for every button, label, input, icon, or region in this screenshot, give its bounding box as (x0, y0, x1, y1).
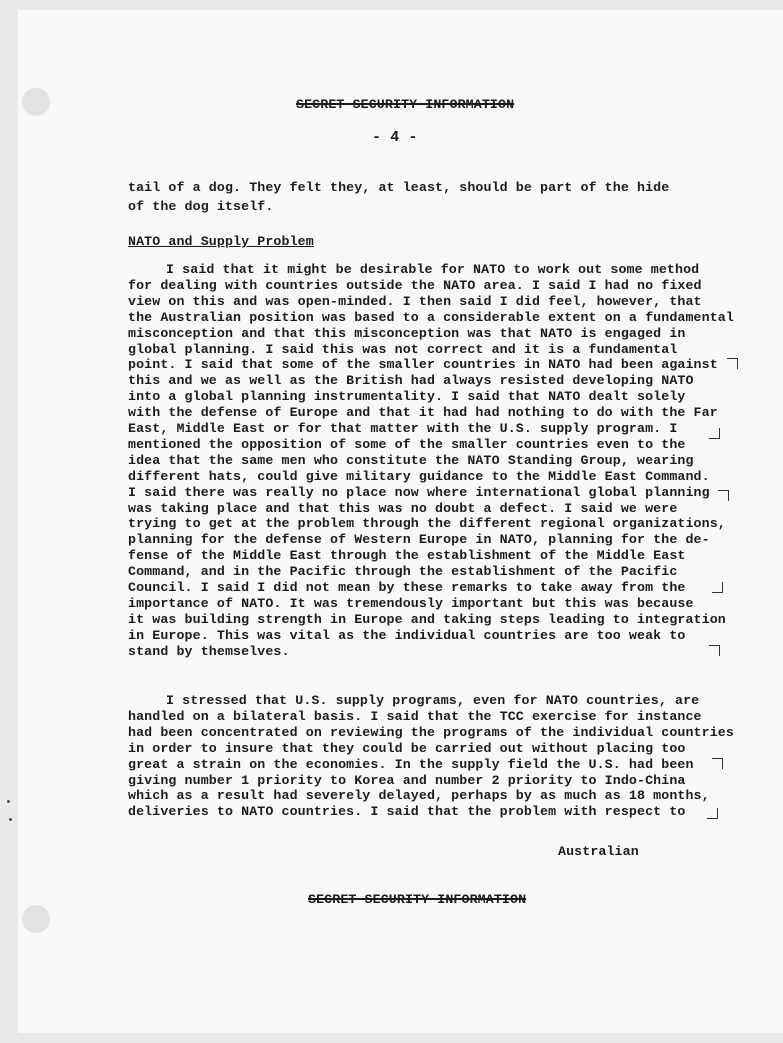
body-line: idea that the same men who constitute the NATO Standing Group, wearing (128, 452, 694, 468)
body-line: the Australian position was based to a considerable extent on a fundamental (128, 309, 734, 325)
body-line: different hats, could give military guidance to the Middle East Command. (128, 468, 710, 484)
margin-mark (727, 358, 738, 369)
body-line: global planning. I said this was not correct and it is a fundamental (128, 341, 678, 357)
body-line: mentioned the opposition of some of the smaller countries even to the (128, 436, 686, 452)
body-line: Command, and in the Pacific through the establishment of the Pacific (128, 564, 678, 580)
punch-hole (22, 88, 50, 116)
body-line: deliveries to NATO countries. I said that the problem with respect to (128, 804, 686, 820)
body-line: giving number 1 priority to Korea and number 2 priority to Indo-China (128, 772, 686, 788)
body-line: into a global planning instrumentality. I said that NATO dealt solely (128, 389, 686, 405)
body-line: I said that it might be desirable for NATO to work out some method (166, 262, 700, 277)
body-line: it was building strength in Europe and taking steps leading to integration (128, 611, 726, 627)
body-line: fense of the Middle East through the establishment of the Middle East (128, 548, 686, 564)
body-line: great a strain on the economies. In the supply field the U.S. had been (128, 756, 694, 772)
catchword: Australian (558, 844, 639, 859)
body-line: point. I said that some of the smaller countries in NATO had been against (128, 357, 718, 373)
body-line: this and we as well as the British had always resisted developing NATO (128, 373, 694, 389)
security-header: SECRET SECURITY INFORMATION (296, 97, 515, 112)
ink-smudge (7, 800, 10, 803)
margin-mark (712, 582, 723, 593)
ink-smudge (9, 818, 12, 821)
intro-line: of the dog itself. (128, 199, 274, 214)
body-line: Council. I said I did not mean by these remarks to take away from the (128, 580, 686, 595)
body-line: trying to get at the problem through the different regional organizations, (128, 516, 726, 532)
margin-mark (709, 428, 720, 439)
body-line: was taking place and that this was no doubt a defect. I said we were (128, 500, 678, 516)
margin-mark (707, 808, 718, 819)
body-line: with the defense of Europe and that it had had nothing to do with the Far (128, 405, 718, 421)
section-heading: NATO and Supply Problem (128, 234, 314, 249)
body-line: importance of NATO. It was tremendously important but this was because (128, 595, 694, 611)
margin-mark (718, 490, 729, 501)
margin-mark (712, 758, 723, 769)
intro-line: tail of a dog. They felt they, at least, should be part of the hide (128, 180, 670, 195)
punch-hole (22, 905, 50, 933)
body-line: East, Middle East or for that matter with the U.S. supply program. I (128, 421, 678, 436)
body-line: in Europe. This was vital as the individual countries are too weak to (128, 627, 686, 643)
body-line: which as a result had severely delayed, perhaps by as much as 18 months, (128, 788, 710, 804)
body-line: handled on a bilateral basis. I said that the TCC exercise for instance (128, 708, 702, 724)
body-line: misconception and that this misconception was that NATO is engaged in (128, 325, 686, 341)
body-line: planning for the defense of Western Europe in NATO, planning for the de- (128, 532, 710, 548)
security-footer: SECRET SECURITY INFORMATION (308, 892, 527, 907)
page-number: - 4 - (372, 129, 418, 146)
body-line: stand by themselves. (128, 643, 290, 659)
margin-mark (709, 645, 720, 656)
body-line: I said there was really no place now where international global planning (128, 484, 710, 500)
body-line: in order to insure that they could be carried out without placing too (128, 740, 686, 756)
body-line: I stressed that U.S. supply programs, even for NATO countries, are (166, 693, 700, 708)
body-line: had been concentrated on reviewing the programs of the individual countries (128, 724, 734, 740)
body-line: view on this and was open-minded. I then said I did feel, however, that (128, 293, 702, 309)
body-line: for dealing with countries outside the NATO area. I said I had no fixed (128, 277, 702, 293)
